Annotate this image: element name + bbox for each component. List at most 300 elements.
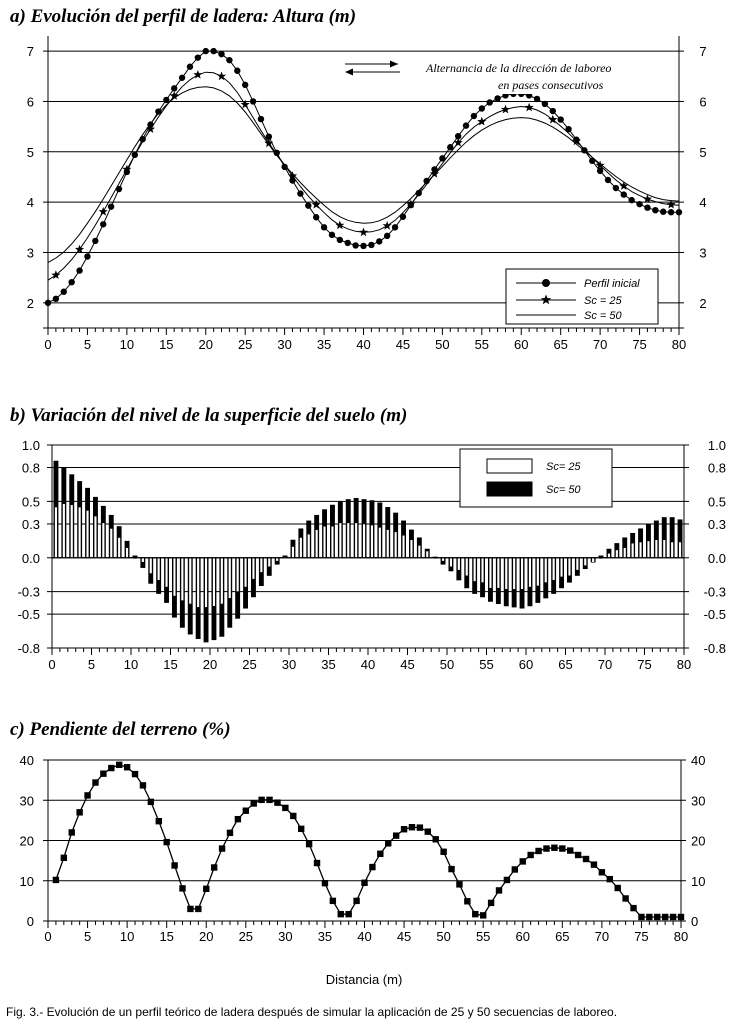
panel-b-bar-sc25: [663, 540, 666, 558]
panel-b-bar-sc25: [260, 558, 263, 573]
panel-b-bar-sc25: [655, 540, 658, 558]
panel-a-x-tick-label: 40: [356, 337, 371, 352]
panel-c-point: [599, 869, 605, 875]
panel-b-bar-sc25: [671, 542, 674, 558]
panel-b-x-tick-label: 45: [400, 657, 415, 672]
panel-b-bar-sc25: [560, 558, 563, 577]
panel-b-bar-sc25: [126, 548, 129, 558]
panel-c-x-tick-label: 55: [475, 929, 491, 944]
panel-c-point: [575, 852, 581, 858]
panel-a-x-tick-label: 30: [277, 337, 292, 352]
panel-a-x-tick-label: 10: [119, 337, 135, 352]
panel-b-y-tick-label: 0.5: [21, 494, 40, 510]
panel-c-point: [92, 779, 98, 785]
panel-b-y-tick-label-right: 0.5: [707, 494, 726, 510]
legend-box: [460, 449, 612, 507]
legend-swatch-sc25: [487, 459, 532, 473]
panel-a-point-initial: [542, 101, 548, 107]
panel-a-point-initial: [487, 99, 493, 105]
panel-c-point: [353, 898, 359, 904]
panel-c-y-tick-label: 20: [19, 833, 34, 849]
panel-b-bar-sc25: [228, 558, 231, 599]
panel-b-bar-sc25: [307, 534, 310, 558]
panel-c-point: [266, 797, 272, 803]
panel-c-x-tick-label: 15: [159, 929, 174, 944]
panel-b-y-tick-label-right: 0.3: [707, 516, 726, 532]
panel-c-point: [227, 830, 233, 836]
panel-b-bar-sc25: [173, 558, 176, 596]
panel-b-y-tick-label: -0.8: [17, 641, 40, 656]
panel-a-point-initial: [376, 238, 382, 244]
panel-c-point: [306, 841, 312, 847]
panel-a-point-initial: [494, 95, 500, 101]
panel-c-point: [520, 858, 526, 864]
panel-a-point-initial: [621, 191, 627, 197]
panel-c-point: [243, 808, 249, 814]
panel-a-x-tick-label: 50: [435, 337, 450, 352]
panel-a-x-tick-label: 80: [671, 337, 687, 352]
panel-b-bar-sc25: [331, 526, 334, 558]
panel-b-bar-sc25: [536, 558, 539, 586]
panel-c-point: [235, 816, 241, 822]
panel-a-point-initial: [100, 221, 106, 227]
annotation-line-1: Alternancia de la dirección de laboreo: [426, 61, 612, 75]
panel-c-x-tick-label: 40: [357, 929, 372, 944]
panel-a-x-tick-label: 5: [83, 337, 92, 352]
panel-c-point: [290, 813, 296, 819]
panel-c-point: [298, 826, 304, 832]
panel-b-bar-sc25: [292, 547, 295, 558]
panel-a-point-sc25: [359, 228, 368, 237]
panel-a-heights: [10, 6, 707, 352]
panel-c-point: [433, 836, 439, 842]
panel-b-bar-sc25: [252, 558, 255, 579]
panel-b-x-tick-label: 25: [242, 657, 257, 672]
panel-a-y-tick-label-right: 5: [699, 144, 707, 160]
panel-b-bar-sc25: [592, 558, 595, 563]
panel-c-x-tick-label: 0: [44, 929, 52, 944]
panel-b-x-tick-label: 0: [48, 657, 56, 672]
panel-b-bar-sc25: [86, 510, 89, 557]
panel-a-point-initial: [250, 98, 256, 104]
panel-c-x-tick-label: 10: [119, 929, 135, 944]
panel-b-bar-sc25: [426, 551, 429, 558]
panel-b-x-tick-label: 20: [202, 657, 218, 672]
panel-c-point: [646, 914, 652, 920]
panel-c-point: [488, 900, 494, 906]
panel-a-point-initial: [368, 242, 374, 248]
panel-a-y-tick-label: 7: [26, 44, 34, 60]
panel-a-point-initial: [605, 177, 611, 183]
panel-b-y-tick-label-right: -0.5: [703, 607, 726, 623]
panel-c-point: [108, 765, 114, 771]
panel-b-x-tick-label: 50: [439, 657, 455, 672]
panel-c-point: [76, 809, 82, 815]
panel-c-point: [251, 800, 257, 806]
panel-a-point-initial: [345, 240, 351, 246]
panel-c-point: [116, 762, 122, 768]
panel-b-bar-sc25: [244, 558, 247, 587]
panel-b-bar-sc25: [450, 558, 453, 567]
panel-a-point-initial: [352, 242, 358, 248]
panel-b-bar-sc25: [529, 558, 532, 587]
panel-b-bar-sc25: [189, 558, 192, 604]
panel-a-x-tick-label: 75: [632, 337, 647, 352]
panel-a-point-initial: [463, 122, 469, 128]
panel-a-legend: [506, 269, 658, 324]
panel-a-point-initial: [226, 57, 232, 63]
panel-a-series-line: [48, 87, 679, 263]
panel-a-point-sc25: [335, 221, 344, 230]
panel-b-bar-sc25: [70, 505, 73, 558]
panel-c-point: [211, 864, 217, 870]
panel-b-bar-sc25: [315, 530, 318, 558]
panel-a-y-tick-label-right: 3: [699, 245, 707, 261]
panel-b-bar-sc25: [481, 558, 484, 583]
panel-c-y-tick-label-right: 40: [691, 753, 706, 768]
panel-c-point: [622, 895, 628, 901]
panel-c-point: [258, 797, 264, 803]
panel-b-x-tick-label: 15: [163, 657, 178, 672]
panel-b-bar-sc25: [339, 523, 342, 558]
panel-a-point-initial: [392, 224, 398, 230]
panel-b-bar-sc25: [568, 558, 571, 576]
panel-b-bar-sc25: [608, 553, 611, 558]
panel-a-point-sc25: [501, 105, 510, 114]
panel-c-point: [203, 886, 209, 892]
panel-a-point-initial: [557, 116, 563, 122]
panel-a-point-sc25: [383, 221, 392, 230]
panel-a-point-initial: [163, 97, 169, 103]
panel-b-bar-sc25: [268, 558, 271, 567]
panel-b-bar-sc25: [236, 558, 239, 592]
panel-a-point-sc25: [99, 207, 108, 216]
panel-b-bar-sc25: [205, 558, 208, 608]
panel-c-point: [156, 818, 162, 824]
panel-a-point-initial: [218, 51, 224, 57]
panel-a-point-initial: [203, 48, 209, 54]
panel-b-bar-sc25: [418, 545, 421, 557]
panel-c-y-tick-label-right: 10: [691, 873, 706, 889]
panel-b-bar-sc25: [149, 558, 152, 574]
panel-c-slope: [10, 719, 705, 987]
panel-c-point: [274, 799, 280, 805]
panel-c-axes: [20, 753, 706, 944]
legend-swatch-sc50: [487, 482, 532, 496]
panel-a-point-initial: [305, 202, 311, 208]
panel-b-bar-sc25: [181, 558, 184, 601]
panel-a-y-tick-label-right: 4: [699, 195, 707, 211]
panel-b-bar-sc25: [473, 558, 476, 582]
panel-c-x-tick-label: 75: [634, 929, 649, 944]
annotation-line-2: en pases consecutivos: [498, 78, 604, 92]
panel-c-point: [512, 866, 518, 872]
panel-c-point: [543, 845, 549, 851]
panel-a-point-initial: [61, 289, 67, 295]
panel-a-x-tick-label: 35: [316, 337, 332, 352]
panel-b-bar-sc25: [141, 558, 144, 563]
panel-c-point: [393, 832, 399, 838]
panel-b-y-tick-label: 0.0: [21, 550, 40, 566]
panel-a-point-initial: [171, 85, 177, 91]
panel-b-bar-sc25: [347, 523, 350, 558]
panel-a-y-tick-label: 5: [26, 144, 34, 160]
panel-a-point-initial: [628, 197, 634, 203]
panel-b-bar-sc25: [371, 525, 374, 558]
panel-c-point: [322, 880, 328, 886]
panel-b-bar-sc25: [457, 558, 460, 570]
panel-b-bar-sc25: [584, 558, 587, 566]
panel-b-bar-sc25: [497, 558, 500, 588]
panel-c-point: [179, 885, 185, 891]
panel-c-point: [330, 898, 336, 904]
panel-c-x-tick-label: 45: [396, 929, 412, 944]
panel-b-x-tick-label: 65: [558, 657, 573, 672]
panel-b-bar-sc25: [220, 558, 223, 604]
panel-a-point-initial: [84, 253, 90, 259]
panel-c-point: [69, 829, 75, 835]
panel-b-bar-sc25: [165, 558, 168, 587]
panel-c-point: [464, 898, 470, 904]
panel-a-point-initial: [187, 64, 193, 70]
panel-b-x-tick-label: 70: [597, 657, 613, 672]
panel-c-point: [615, 885, 621, 891]
panel-b-y-tick-label: 0.3: [21, 516, 40, 532]
panel-a-point-initial: [321, 224, 327, 230]
panel-c-point: [163, 839, 169, 845]
panel-c-point: [369, 864, 375, 870]
panel-b-bar-sc25: [378, 527, 381, 557]
panel-c-y-tick-label: 10: [19, 873, 34, 889]
panel-c-point: [314, 860, 320, 866]
panel-a-point-initial: [92, 238, 98, 244]
panel-a-point-initial: [195, 54, 201, 60]
panel-b-x-tick-label: 5: [87, 657, 96, 672]
panel-a-point-initial: [337, 237, 343, 243]
panel-c-point: [338, 911, 344, 917]
panel-c-x-tick-label: 5: [83, 929, 92, 944]
panel-b-bar-sc25: [102, 523, 105, 558]
legend-label-initial: Perfil inicial: [584, 278, 640, 290]
panel-b-bar-sc25: [489, 558, 492, 588]
panel-b-y-tick-label-right: -0.3: [703, 584, 726, 600]
panel-b-x-tick-label: 30: [281, 657, 297, 672]
panel-a-point-initial: [636, 201, 642, 207]
panel-c-y-tick-label: 0: [26, 914, 34, 929]
panel-a-point-initial: [613, 185, 619, 191]
panel-b-bar-sc25: [639, 542, 642, 558]
legend-circle-marker-icon: [542, 279, 550, 287]
panel-b-bar-sc25: [94, 516, 97, 558]
panel-b-x-tick-label: 60: [518, 657, 534, 672]
panel-b-x-tick-label: 80: [676, 657, 692, 672]
panel-a-x-tick-label: 60: [514, 337, 529, 352]
panel-a-point-initial: [479, 105, 485, 111]
panel-a-point-initial: [534, 96, 540, 102]
panel-b-bar-sc25: [513, 558, 516, 590]
panel-a-x-tick-label: 55: [474, 337, 490, 352]
panel-c-x-tick-label: 70: [594, 929, 610, 944]
panel-c-point: [567, 847, 573, 853]
panel-a-point-initial: [68, 279, 74, 285]
legend-label-sc25: Sc = 25: [584, 295, 622, 307]
panel-c-point: [195, 906, 201, 912]
panel-c-point: [456, 881, 462, 887]
panel-c-y-tick-label-right: 0: [691, 914, 699, 929]
legend-label-sc50: Sc= 50: [546, 484, 581, 496]
panel-c-point: [132, 771, 138, 777]
direction-arrows-icon: [345, 61, 400, 76]
panel-c-point: [551, 845, 557, 851]
panel-a-point-initial: [76, 267, 82, 273]
panel-c-y-tick-label-right: 20: [691, 833, 706, 849]
panel-c-point: [171, 862, 177, 868]
panel-b-x-tick-label: 55: [479, 657, 494, 672]
panel-b-bar-sc25: [394, 532, 397, 558]
panel-c-title: c) Pendiente del terreno (%): [10, 719, 231, 740]
panel-c-point: [472, 911, 478, 917]
panel-b-y-tick-label-right: 1.0: [707, 438, 726, 453]
panel-a-point-initial: [471, 113, 477, 119]
x-axis-label: Distancia (m): [325, 972, 403, 987]
panel-c-point: [53, 877, 59, 883]
panel-a-point-initial: [329, 232, 335, 238]
panel-c-point: [361, 880, 367, 886]
panel-b-bar-sc25: [631, 543, 634, 558]
legend-label-sc25: Sc= 25: [546, 461, 581, 473]
panel-a-point-initial: [550, 108, 556, 114]
panel-a-point-initial: [258, 116, 264, 122]
panel-c-point: [282, 805, 288, 811]
panel-c-point: [559, 845, 565, 851]
panel-c-point: [401, 826, 407, 832]
panel-b-bar-sc25: [197, 558, 200, 608]
panel-c-point: [607, 876, 613, 882]
panel-c-point: [219, 845, 225, 851]
panel-b-level-change: [10, 405, 726, 672]
panel-c-point: [591, 861, 597, 867]
panel-a-point-initial: [360, 243, 366, 249]
panel-b-bar-sc25: [118, 537, 121, 557]
panel-a-point-initial: [210, 48, 216, 54]
panel-b-y-tick-label: 0.8: [21, 460, 40, 476]
panel-a-point-initial: [108, 203, 114, 209]
panel-a-x-tick-label: 25: [237, 337, 253, 352]
panel-c-point: [61, 855, 67, 861]
panel-b-bar-sc25: [647, 541, 650, 558]
panel-c-x-tick-label: 60: [515, 929, 530, 944]
panel-a-point-initial: [384, 233, 390, 239]
panel-a-y-tick-label: 3: [26, 245, 34, 261]
panel-b-bar-sc25: [544, 558, 547, 583]
panel-a-point-initial: [668, 209, 674, 215]
panel-a-point-initial: [676, 209, 682, 215]
panel-c-point: [84, 792, 90, 798]
panel-b-bar-sc25: [363, 524, 366, 558]
panel-c-point: [440, 849, 446, 855]
panel-a-point-initial: [660, 209, 666, 215]
panel-c-point: [148, 799, 154, 805]
panel-a-point-initial: [234, 68, 240, 74]
panel-c-y-tick-label: 40: [19, 753, 34, 768]
panel-a-x-tick-label: 45: [395, 337, 411, 352]
panel-b-bar-sc25: [410, 540, 413, 558]
panel-a-y-tick-label-right: 6: [699, 94, 707, 110]
panel-b-legend: [460, 449, 612, 507]
panel-a-point-initial: [644, 204, 650, 210]
panel-c-point: [527, 852, 533, 858]
panel-a-y-tick-label: 4: [26, 195, 34, 211]
panel-a-x-tick-label: 70: [592, 337, 608, 352]
panel-b-x-tick-label: 10: [123, 657, 139, 672]
panel-c-point: [140, 782, 146, 788]
panel-c-point: [654, 914, 660, 920]
panel-c-x-tick-label: 25: [238, 929, 254, 944]
panel-b-y-tick-label-right: -0.8: [703, 641, 726, 656]
panel-c-point: [638, 914, 644, 920]
panel-a-x-tick-label: 20: [198, 337, 213, 352]
legend-label-sc50: Sc = 50: [584, 310, 622, 322]
panel-c-point: [630, 905, 636, 911]
panel-b-bar-sc25: [552, 558, 555, 581]
panel-c-point: [448, 866, 454, 872]
panel-a-point-sc25: [525, 103, 534, 112]
panel-b-bar-sc25: [55, 507, 58, 558]
panel-b-bar-sc25: [465, 558, 468, 576]
panel-c-point: [662, 914, 668, 920]
panel-b-y-tick-label: 1.0: [21, 438, 40, 453]
panel-c-point: [417, 824, 423, 830]
panel-c-y-tick-label-right: 30: [691, 793, 706, 809]
panel-b-bar-sc25: [157, 558, 160, 581]
panel-b-bar-sc25: [78, 507, 81, 558]
panel-b-bar-sc25: [62, 504, 65, 558]
panel-a-y-tick-label: 2: [26, 295, 34, 311]
panel-c-x-tick-label: 30: [278, 929, 293, 944]
panel-a-y-tick-label-right: 2: [699, 295, 707, 311]
panel-a-point-initial: [313, 214, 319, 220]
panel-a-point-initial: [652, 207, 658, 213]
panel-c-point: [425, 828, 431, 834]
panel-b-bar-sc25: [505, 558, 508, 590]
panel-c-point: [187, 906, 193, 912]
panel-b-x-tick-label: 75: [637, 657, 652, 672]
panel-a-x-tick-label: 65: [553, 337, 568, 352]
panel-b-bar-sc25: [299, 537, 302, 557]
panel-b-bar-sc25: [323, 526, 326, 558]
panel-c-x-tick-label: 65: [555, 929, 570, 944]
panel-c-point: [480, 912, 486, 918]
panel-b-bar-sc25: [615, 550, 618, 558]
panel-c-point: [377, 851, 383, 857]
panel-c-point: [345, 911, 351, 917]
panel-b-y-tick-label-right: 0.0: [707, 550, 726, 566]
panel-c-x-tick-label: 35: [317, 929, 333, 944]
panel-c-x-tick-label: 50: [436, 929, 451, 944]
panel-a-point-initial: [53, 296, 59, 302]
panel-a-y-tick-label: 6: [26, 94, 34, 110]
panel-b-title: b) Variación del nivel de la superficie del suelo (m): [10, 405, 408, 426]
panel-a-point-initial: [45, 300, 51, 306]
panel-c-point: [385, 840, 391, 846]
panel-c-point: [100, 770, 106, 776]
panel-a-title: a) Evolución del perfil de ladera: Altura (m): [10, 6, 357, 27]
panel-c-y-tick-label: 30: [19, 793, 34, 809]
panel-b-bar-sc25: [213, 558, 216, 606]
panel-c-x-tick-label: 20: [199, 929, 214, 944]
panel-b-bar-sc25: [355, 523, 358, 558]
panel-b-x-tick-label: 35: [321, 657, 336, 672]
